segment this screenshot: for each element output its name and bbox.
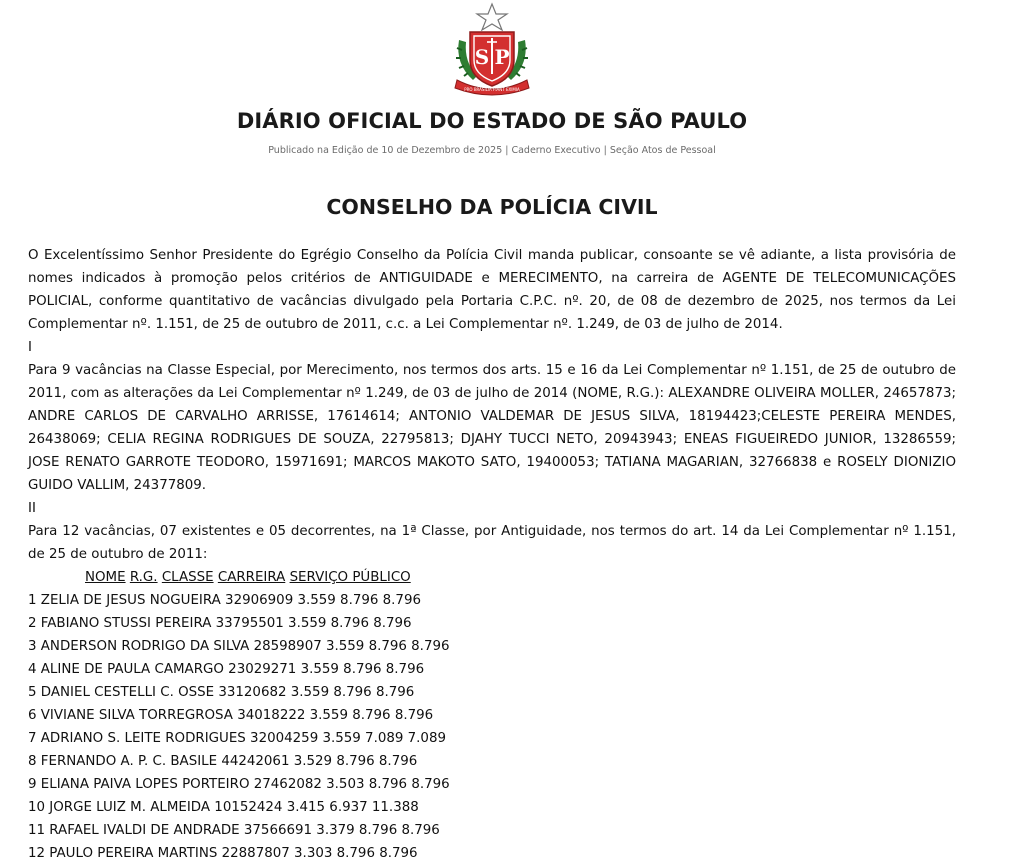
part-two-paragraph: Para 12 vacâncias, 07 existentes e 05 decorrentes, na 1ª Classe, por Antiguidade, nos termos do art. 14 da Lei Complementar nº 1.151, de 25 de outubro de 2011:: [28, 524, 956, 562]
document-body: [28, 244, 956, 865]
header-nome: NOME: [85, 570, 126, 585]
publication-info: Publicado na Edição de 10 de Dezembro de 2025 | Caderno Executivo | Seção Atos de Pessoal: [268, 145, 716, 156]
header-servico-publico: SERVIÇO PÚBLICO: [289, 570, 411, 585]
table-row: 10 JORGE LUIZ M. ALMEIDA 10152424 3.415 6.937 11.388: [28, 800, 419, 815]
sao-paulo-coat-of-arms-icon: [447, 2, 537, 98]
table-header: [28, 566, 956, 589]
table-row: 12 PAULO PEREIRA MARTINS 22887807 3.303 8.796 8.796: [28, 846, 418, 861]
header-carreira: CARREIRA: [217, 570, 286, 585]
section-title: CONSELHO DA POLÍCIA CIVIL: [326, 195, 658, 219]
intro-paragraph: O Excelentíssimo Senhor Presidente do Egrégio Conselho da Polícia Civil manda publicar, consoante se vê adiante, a lista provisória de nomes indicados à promoção pelos critérios de ANTIGUIDADE e MERECIMENTO, na carreira de AGENTE DE TELECOMUNICAÇÕES POLICIAL, conforme quantitativo de vacâncias divulgado pela Portaria C.P.C. nº. 20, de 08 de dezembro de 2025, nos termos da Lei Complementar nº. 1.151, de 25 de outubro de 2011, c.c. a Lei Complementar nº. 1.249, de 03 de julho de 2014.: [28, 248, 956, 332]
table-row: 1 ZELIA DE JESUS NOGUEIRA 32906909 3.559 8.796 8.796: [28, 593, 421, 608]
header-classe: CLASSE: [161, 570, 214, 585]
table-row: 6 VIVIANE SILVA TORREGROSA 34018222 3.559 8.796 8.796: [28, 708, 434, 723]
svg-text:PRO BRASILIA FIANT EXIMIA: PRO BRASILIA FIANT EXIMIA: [464, 87, 520, 92]
svg-text:P: P: [494, 45, 510, 69]
table-row: 9 ELIANA PAIVA LOPES PORTEIRO 27462082 3.503 8.796 8.796: [28, 777, 450, 792]
table-row: 7 ADRIANO S. LEITE RODRIGUES 32004259 3.559 7.089 7.089: [28, 731, 446, 746]
table-row: 5 DANIEL CESTELLI C. OSSE 33120682 3.559 8.796 8.796: [28, 685, 415, 700]
table-row: 4 ALINE DE PAULA CAMARGO 23029271 3.559 8.796 8.796: [28, 662, 425, 677]
masthead-title: DIÁRIO OFICIAL DO ESTADO DE SÃO PAULO: [236, 109, 748, 133]
part-two-label: II: [28, 501, 36, 516]
table-row: 11 RAFAEL IVALDI DE ANDRADE 37566691 3.379 8.796 8.796: [28, 823, 440, 838]
svg-text:S: S: [474, 45, 490, 69]
table-row: 8 FERNANDO A. P. C. BASILE 44242061 3.529 8.796 8.796: [28, 754, 418, 769]
header-rg: R.G.: [129, 570, 158, 585]
part-one-label: I: [28, 340, 32, 355]
table-row: 3 ANDERSON RODRIGO DA SILVA 28598907 3.559 8.796 8.796: [28, 639, 450, 654]
table-row: 2 FABIANO STUSSI PEREIRA 33795501 3.559 8.796 8.796: [28, 616, 412, 631]
part-one-paragraph: Para 9 vacâncias na Classe Especial, por Merecimento, nos termos dos arts. 15 e 16 da Lei Complementar nº 1.151, de 25 de outubro de 2011, com as alterações da Lei Complementar nº 1.249, de 03 de julho de 2014 (NOME, R.G.): ALEXANDRE OLIVEIRA MOLLER, 24657873; ANDRE CARLOS DE CARVALHO ARRISSE, 17614614; ANTONIO VALDEMAR DE JESUS SILVA, 18194423;CELESTE PEREIRA MENDES, 26438069; CELIA REGINA RODRIGUES DE SOUZA, 22795813; DJAHY TUCCI NETO, 20943943; ENEAS FIGUEIREDO JUNIOR, 13286559; JOSE RENATO GARROTE TEODORO, 15971691; MARCOS MAKOTO SATO, 19400053; TATIANA MAGARIAN, 32766838 e ROSELY DIONIZIO GUIDO VALLIM, 24377809.: [28, 363, 956, 493]
